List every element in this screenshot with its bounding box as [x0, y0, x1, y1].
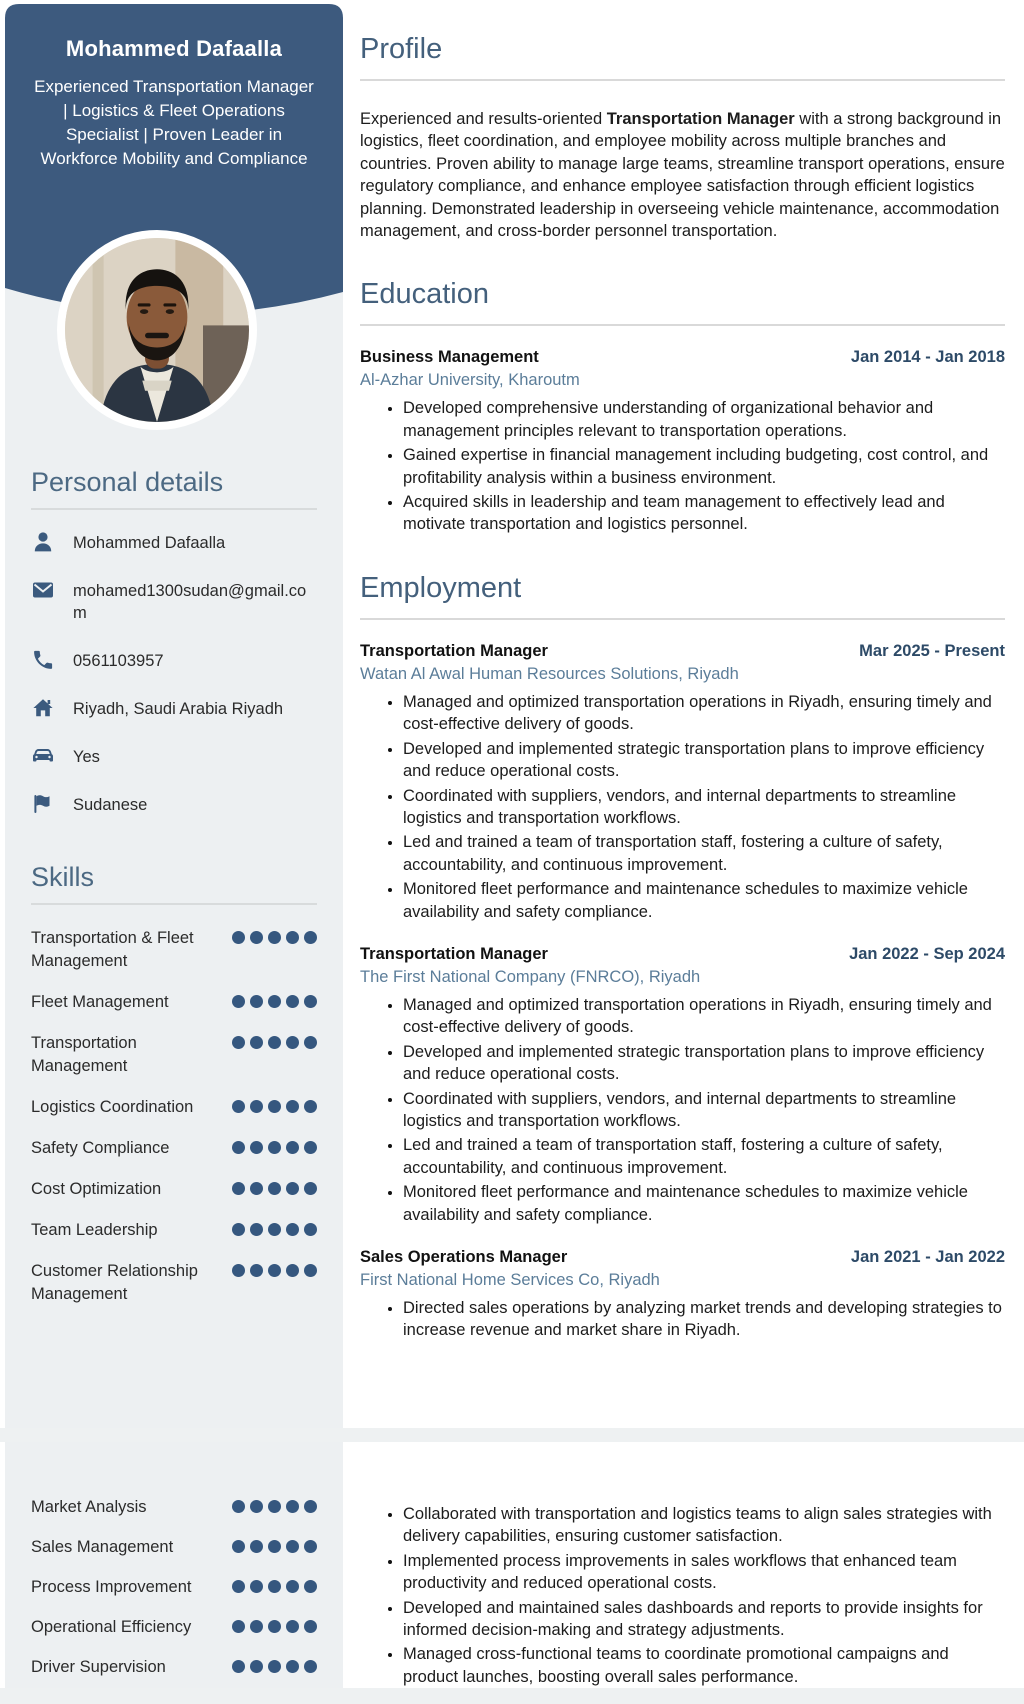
job-bullets — [360, 994, 1005, 1226]
bullet: • Directed sales operations by analyzing market trends and developing strategies to increase revenue and market share in Riyadh. — [403, 1297, 1005, 1342]
detail-name: Mohammed Dafaalla — [31, 530, 317, 554]
bullet: • Developed and maintained sales dashboards and reports to provide insights for informed decision-making and strategy adjustments. — [403, 1597, 1005, 1642]
skill-level-dots — [232, 991, 317, 1008]
employment-continued — [360, 1496, 1005, 1690]
bullet: • Developed and implemented strategic transportation plans to improve efficiency and reduce operational costs. — [403, 1041, 1005, 1086]
skill-level-dots — [232, 1137, 317, 1154]
skills-title: Skills — [31, 862, 95, 892]
skill-row: Sales Management — [31, 1536, 317, 1559]
phone-icon — [31, 648, 57, 672]
skill-level-dots — [232, 1219, 317, 1236]
avatar-illustration — [65, 238, 249, 422]
bullet: • Managed and optimized transportation operations in Riyadh, ensuring timely and cost-effective delivery of goods. — [403, 994, 1005, 1039]
company-name: First National Home Services Co, Riyadh — [360, 1271, 660, 1289]
employment-entry — [360, 945, 1005, 1226]
skill-row: Logistics Coordination — [31, 1096, 317, 1119]
employment-section — [360, 572, 1005, 1342]
skill-row: Customer Relationship Management — [31, 1260, 317, 1306]
bullet: • Coordinated with suppliers, vendors, and internal departments to streamline logistics and transportation workflows. — [403, 785, 1005, 830]
skill-level-dots — [232, 927, 317, 944]
person-tagline: Experienced Transportation Manager | Logistics & Fleet Operations Specialist | Proven Leader in Workforce Mobility and Compliance — [34, 77, 314, 168]
skill-level-dots — [232, 1096, 317, 1113]
home-icon — [31, 696, 57, 720]
skill-level-dots — [232, 1576, 317, 1593]
profile-title: Profile — [360, 33, 443, 65]
skill-level-dots — [232, 1260, 317, 1277]
person-icon — [31, 530, 57, 554]
bullet: • Led and trained a team of transportation staff, fostering a culture of safety, accountability, and continuous improvement. — [403, 1134, 1005, 1179]
employment-entry — [360, 642, 1005, 923]
job-dates: Jan 2022 - Sep 2024 — [849, 944, 1005, 963]
employment-title: Employment — [360, 571, 522, 604]
company-name: The First National Company (FNRCO), Riyadh — [360, 967, 701, 986]
main-content — [343, 0, 1024, 1704]
job-bullets — [360, 1297, 1005, 1342]
bullet: • Developed comprehensive understanding of organizational behavior and management principles relevant to transportation operations. — [403, 397, 1005, 442]
education-section — [360, 278, 1005, 535]
education-bullets — [360, 397, 1005, 535]
skills-section-continued — [5, 1496, 343, 1679]
profile-rest: with a strong background in logistics, fleet coordination, and employee mobility across multiple branches and countries. Proven ability to manage large teams, streamline transport operations, ensure regulatory compliance, and enhance employee satisfaction through efficient logistics planning. Demonstrated leadership in overseeing vehicle maintenance, accommodation management, and cross-border personnel transportation. — [360, 110, 1005, 241]
sidebar-header — [5, 4, 343, 171]
employment-entry — [360, 1248, 1005, 1342]
personal-details-title: Personal details — [31, 467, 224, 497]
skill-row: Cost Optimization — [31, 1178, 317, 1201]
profile-bold: Transportation Manager — [606, 110, 795, 128]
skill-level-dots — [232, 1496, 317, 1513]
skill-row: Safety Compliance — [31, 1137, 317, 1160]
bullet: • Managed cross-functional teams to coordinate promotional campaigns and product launches, boosting overall sales performance. — [403, 1643, 1005, 1688]
email-icon — [31, 578, 57, 602]
skill-level-dots — [232, 1536, 317, 1553]
bullet: • Gained expertise in financial management including budgeting, cost control, and profitability analysis within a business environment. — [403, 444, 1005, 489]
skill-level-dots — [232, 1616, 317, 1633]
skill-level-dots — [232, 1178, 317, 1195]
profile-photo — [57, 230, 257, 430]
divider — [31, 903, 317, 905]
school-name: Al-Azhar University, Kharoutm — [360, 371, 580, 390]
divider — [360, 618, 1005, 620]
sidebar-page2 — [5, 1442, 343, 1688]
divider — [360, 324, 1005, 326]
job-dates: Jan 2021 - Jan 2022 — [850, 1248, 1005, 1266]
bullet: • Coordinated with suppliers, vendors, and internal departments to streamline logistics and transportation workflows. — [403, 1088, 1005, 1133]
detail-email: mohamed1300sudan@gmail.com — [31, 578, 317, 624]
detail-phone: 0561103957 — [31, 648, 317, 672]
bullet: • Implemented process improvements in sales workflows that enhanced team productivity and reduced operational costs. — [403, 1550, 1005, 1595]
skill-level-dots — [232, 1032, 317, 1049]
detail-nationality: Sudanese — [31, 792, 317, 816]
bullet: • Managed and optimized transportation operations in Riyadh, ensuring timely and cost-effective delivery of goods. — [403, 691, 1005, 736]
job-title: Transportation Manager — [360, 944, 548, 963]
bullet: • Monitored fleet performance and maintenance schedules to maximize vehicle availability and safety compliance. — [403, 1181, 1005, 1226]
bullet: • Led and trained a team of transportation staff, fostering a culture of safety, accountability, and continuous improvement. — [403, 831, 1005, 876]
flag-icon — [31, 792, 57, 816]
profile-paragraph — [360, 108, 1005, 242]
personal-details-section — [5, 467, 343, 816]
job-title: Transportation Manager — [360, 641, 548, 660]
detail-driving-license: Yes — [31, 744, 317, 768]
detail-location: Riyadh, Saudi Arabia Riyadh — [31, 696, 317, 720]
skill-row: Driver Supervision — [31, 1656, 317, 1679]
education-dates: Jan 2014 - Jan 2018 — [850, 348, 1005, 367]
skill-row: Market Analysis — [31, 1496, 317, 1519]
car-icon — [31, 744, 57, 768]
person-name: Mohammed Dafaalla — [65, 36, 283, 61]
divider — [31, 508, 317, 510]
profile-lead: Experienced and results-oriented — [360, 110, 607, 128]
skill-level-dots — [232, 1656, 317, 1673]
company-name: Watan Al Awal Human Resources Solutions, Riyadh — [360, 664, 739, 683]
job-bullets-continued — [360, 1503, 1005, 1688]
bullet: • Developed and implemented strategic transportation plans to improve efficiency and reduce operational costs. — [403, 738, 1005, 783]
skill-row: Process Improvement — [31, 1576, 317, 1599]
education-entry — [360, 348, 1005, 535]
divider — [360, 79, 1005, 81]
skill-row: Fleet Management — [31, 991, 317, 1014]
job-title: Sales Operations Manager — [360, 1248, 568, 1266]
skill-row: Transportation & Fleet Management — [31, 927, 317, 973]
education-title: Education — [360, 278, 489, 311]
job-dates: Mar 2025 - Present — [859, 641, 1005, 660]
bullet: • Collaborated with transportation and logistics teams to align sales strategies with delivery capabilities, ensuring customer satisfaction. — [403, 1503, 1005, 1548]
skill-row: Team Leadership — [31, 1219, 317, 1242]
sidebar-page1 — [5, 4, 343, 1428]
bullet: • Monitored fleet performance and maintenance schedules to maximize vehicle availability and safety compliance. — [403, 878, 1005, 923]
skill-row: Transportation Management — [31, 1032, 317, 1078]
skills-section — [5, 862, 343, 1306]
profile-section — [360, 33, 1005, 242]
degree-name: Business Management — [360, 348, 539, 367]
job-bullets — [360, 691, 1005, 923]
bullet: • Acquired skills in leadership and team management to effectively lead and motivate transportation and logistics personnel. — [403, 491, 1005, 536]
skill-row: Operational Efficiency — [31, 1616, 317, 1639]
